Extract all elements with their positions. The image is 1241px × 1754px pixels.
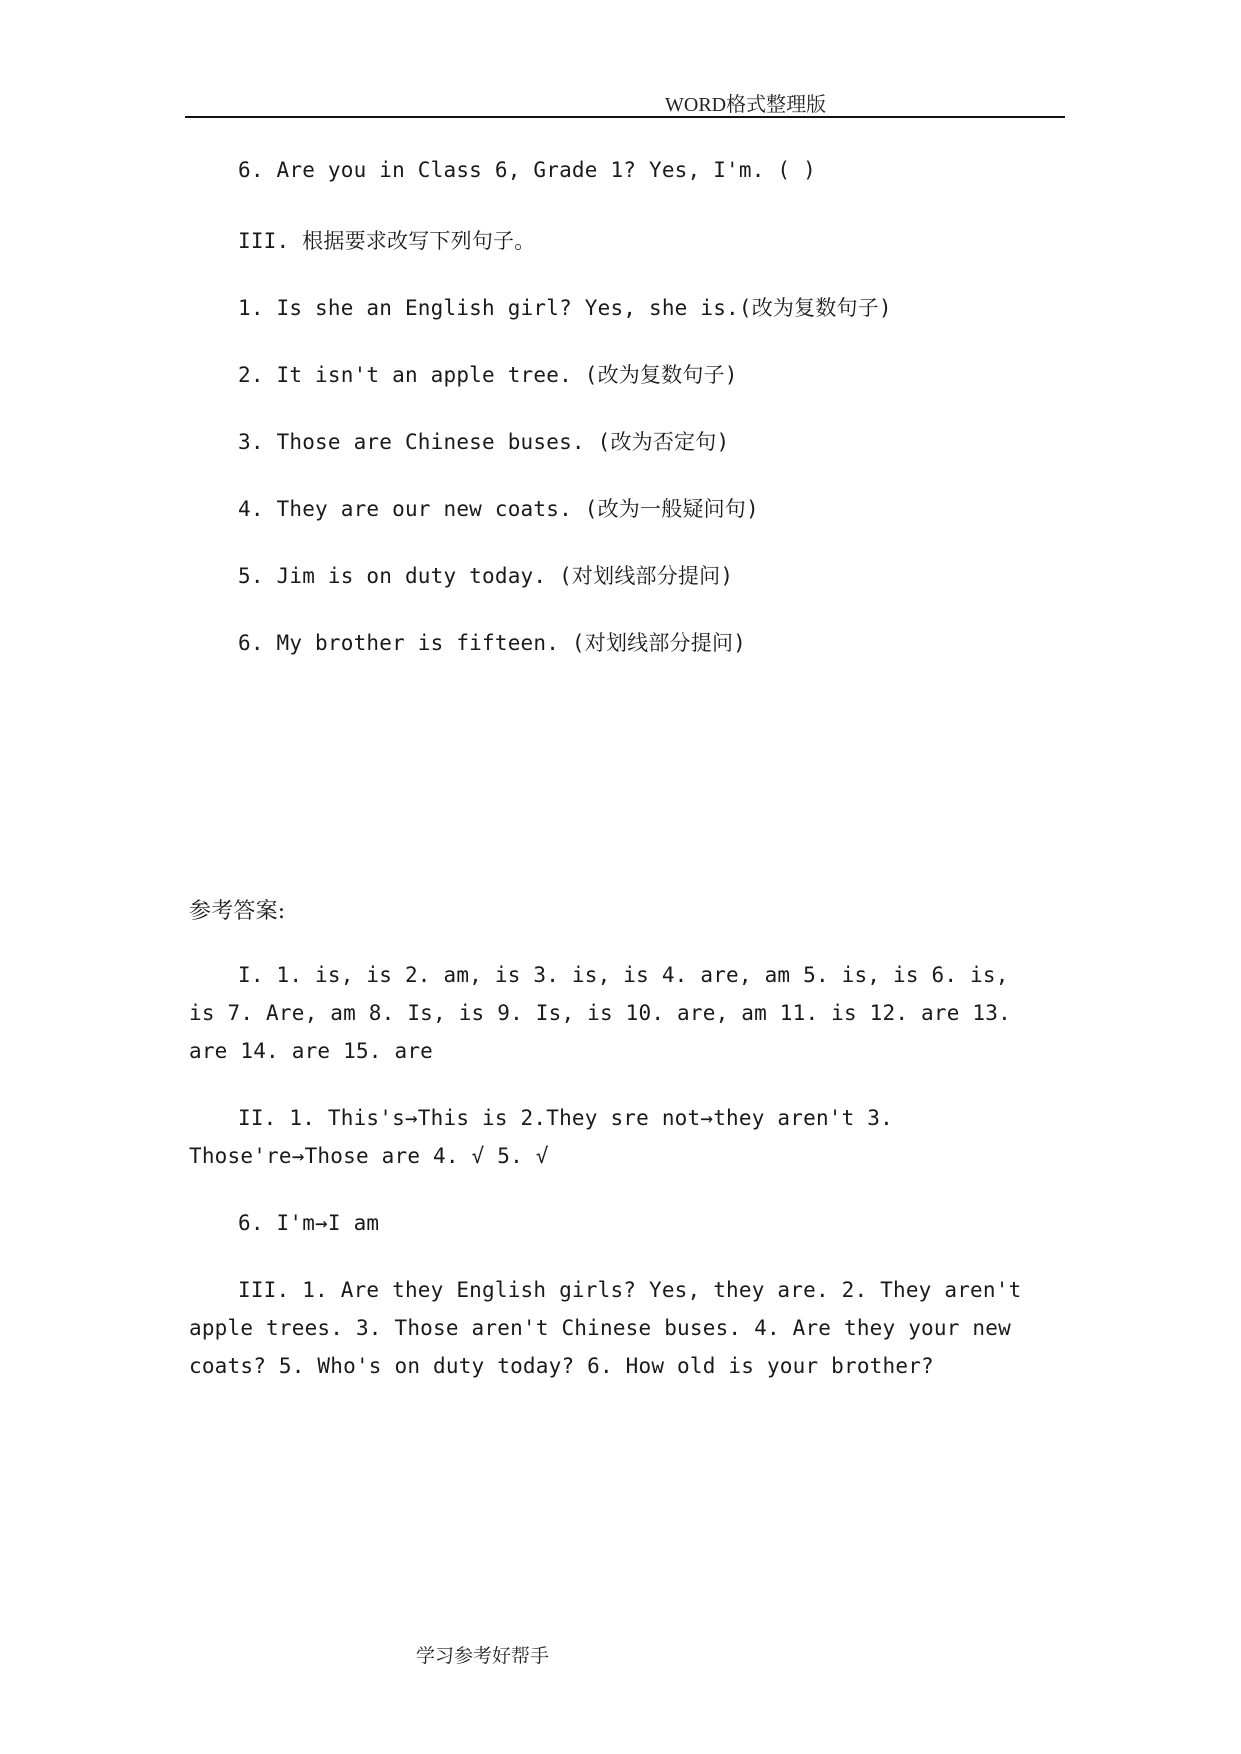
answers-title: 参考答案:	[189, 899, 286, 924]
question-item-6: 6. My brother is fifteen. (对划线部分提问)	[238, 631, 747, 655]
question-prev-item-6: 6. Are you in Class 6, Grade 1? Yes, I'm. ( )	[238, 158, 816, 182]
answer-part2-item-6: 6. I'm→I am	[238, 1211, 380, 1235]
header-title: WORD格式整理版	[665, 94, 827, 116]
answer-part3-line-2: apple trees. 3. Those aren't Chinese buses. 4. Are they your new	[189, 1316, 1011, 1340]
question-item-4: 4. They are our new coats. (改为一般疑问句)	[238, 497, 759, 521]
answer-part3-line-3: coats? 5. Who's on duty today? 6. How old is your brother?	[189, 1354, 934, 1378]
answer-part2-line-1: II. 1. This's→This is 2.They sre not→they aren't 3.	[238, 1106, 893, 1130]
question-item-2: 2. It isn't an apple tree. (改为复数句子)	[238, 363, 738, 387]
answer-part2-line-2: Those're→Those are 4. √ 5. √	[189, 1144, 549, 1168]
section-3-title: III. 根据要求改写下列句子。	[238, 229, 536, 253]
page-header	[185, 82, 1065, 118]
question-item-3: 3. Those are Chinese buses. (改为否定句)	[238, 430, 730, 454]
answer-part1-line-3: are 14. are 15. are	[189, 1039, 434, 1063]
page-footer: 学习参考好帮手	[416, 1645, 550, 1667]
question-item-1: 1. Is she an English girl? Yes, she is.(改为复数句子)	[238, 296, 892, 320]
answer-part1-line-2: is 7. Are, am 8. Is, is 9. Is, is 10. are, am 11. is 12. are 13.	[189, 1001, 1011, 1025]
answer-part3-line-1: III. 1. Are they English girls? Yes, they are. 2. They aren't	[238, 1278, 1022, 1302]
question-item-5: 5. Jim is on duty today. (对划线部分提问)	[238, 564, 734, 588]
answer-part1-line-1: I. 1. is, is 2. am, is 3. is, is 4. are, am 5. is, is 6. is,	[238, 963, 1009, 987]
